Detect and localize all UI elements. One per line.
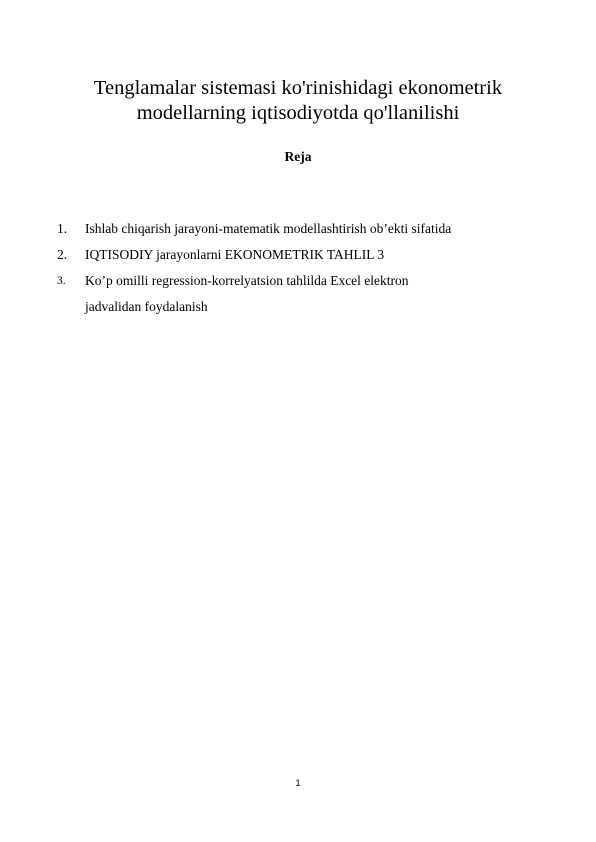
plan-heading: Reja xyxy=(284,149,312,164)
page-number: 1 xyxy=(295,778,301,788)
plan-item-3 xyxy=(52,268,552,320)
title-line-2: modellarning iqtisodiyotda qo'llanilishi xyxy=(136,102,460,124)
plan-item-text-line-2: jadvalidan foydalanish xyxy=(85,299,208,314)
plan-list xyxy=(52,216,552,320)
plan-item-text-line-1: Ko’p omilli regression-korrelyatsion tahlilda Excel elektron xyxy=(85,273,409,288)
plan-item-number: 2. xyxy=(57,247,68,262)
document-title xyxy=(40,76,556,126)
plan-item-number: 3. xyxy=(57,275,66,287)
plan-item-text: Ishlab chiqarish jarayoni-matematik modellashtirish ob’ekti sifatida xyxy=(85,221,452,236)
plan-item-2 xyxy=(52,242,552,268)
title-line-1: Tenglamalar sistemasi ko'rinishidagi ekonometrik xyxy=(93,77,503,99)
plan-item-1 xyxy=(52,216,552,242)
plan-item-text xyxy=(85,268,552,320)
plan-item-text: IQTISODIY jarayonlarni EKONOMETRIK TAHLIL 3 xyxy=(85,247,385,262)
plan-item-number: 1. xyxy=(57,221,68,236)
